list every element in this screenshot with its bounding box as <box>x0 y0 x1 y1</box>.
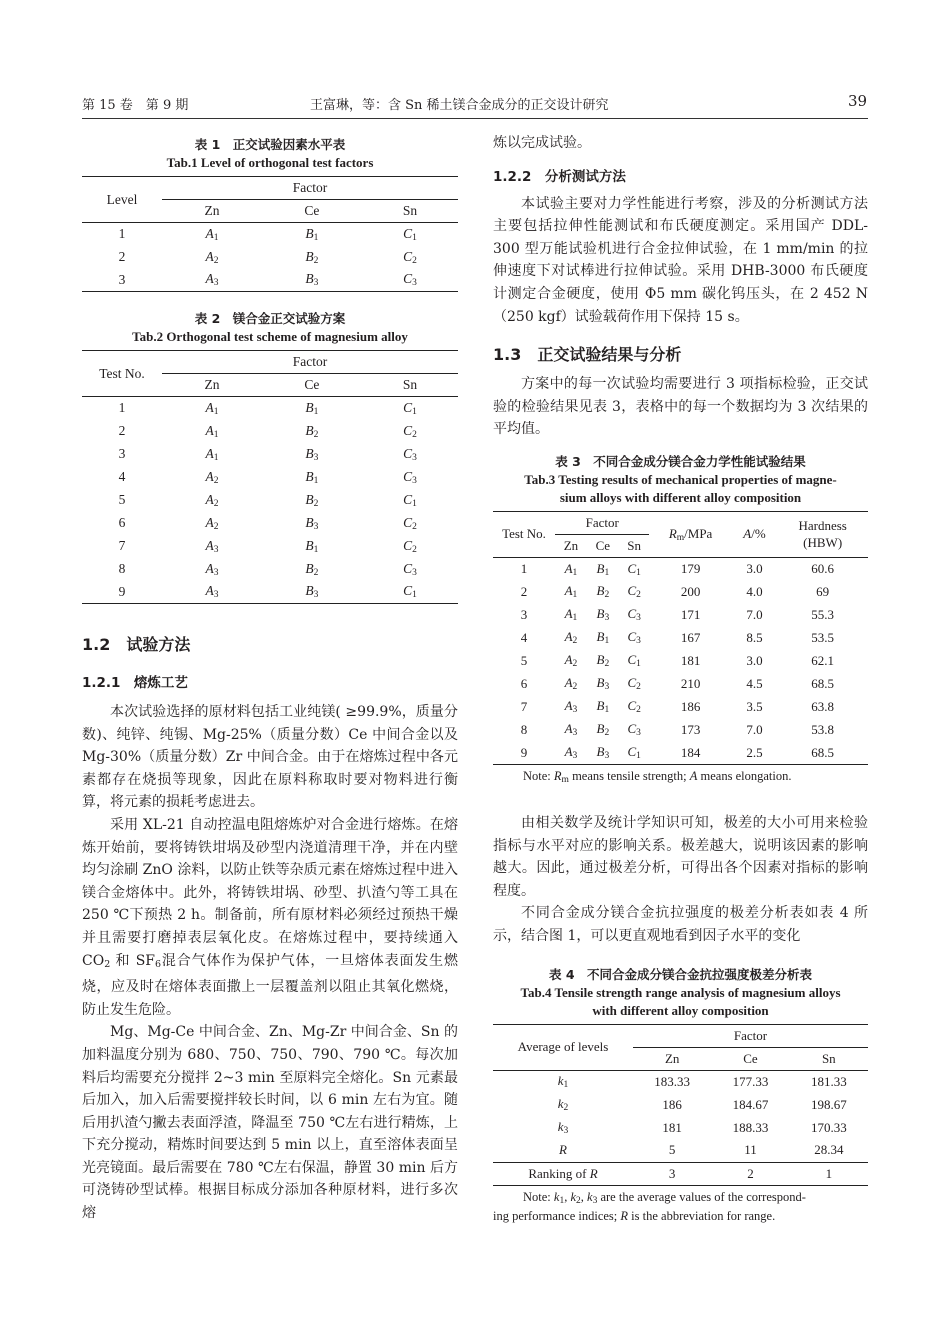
table2-col-ce: Ce <box>262 374 362 397</box>
table-row: 6 $A_2$ $B_3$ $C_2$ <box>118 514 417 532</box>
table-row: 7 $A_3$ $B_1$ $C_2$ <box>118 537 417 555</box>
cell: $A_3$ <box>162 269 262 292</box>
cell: 3 <box>82 269 162 292</box>
cell: $B_2$ <box>305 248 319 266</box>
table-row: 3 $A_1$ $B_3$ $C_3$ 171 7.0 55.3 <box>520 606 835 624</box>
table1 <box>82 176 458 292</box>
table2-col-sn: Sn <box>362 374 458 397</box>
table3-caption-en-line1: Tab.3 Testing results of mechanical properties of magne- <box>524 471 837 487</box>
table3-header-rm: $R_m$/MPa <box>649 511 731 557</box>
page-number: 39 <box>848 92 868 110</box>
table4-caption-en-line1: Tab.4 Tensile strength range analysis of magnesium alloys <box>520 984 841 1000</box>
cell: $C_2$ <box>403 248 417 266</box>
table3-caption-en-line2: sium alloys with different alloy composition <box>559 489 802 505</box>
table-row: 4 $A_2$ $B_1$ $C_3$ 167 8.5 53.5 <box>520 629 835 647</box>
table-row: 7 $A_3$ $B_1$ $C_2$ 186 3.5 63.8 <box>520 698 835 716</box>
cell: 2 <box>118 249 126 264</box>
table-row: 8 $A_3$ $B_2$ $C_3$ 173 7.0 53.8 <box>520 721 835 739</box>
table4-caption-cn: 表 4 不同合金成分镁合金抗拉强度极差分析表 <box>548 966 813 982</box>
table3-header-elongation: A/% <box>732 511 778 557</box>
table3-col-sn: Sn <box>619 534 650 557</box>
table-row: 9 $A_3$ $B_3$ $C_1$ 184 2.5 68.5 <box>493 741 868 764</box>
table-row <box>82 246 458 269</box>
table1-col-zn: Zn <box>162 200 262 223</box>
paragraph-feeding-temperatures: Mg、Mg-Ce 中间合金、Zn、Mg-Zr 中间合金、Sn 的加料温度分别为 680、750、750、790、790 ℃。每次加料后均需要充分搅拌 2~3 min 至原料完全熔化。Sn 元素最后加入，加入后需要搅拌较长时间，以 6 min 左右为宜。随后用扒渣勺撇去表面浮渣，降温至 750 ℃左右进行精炼，上下充分搅动，精炼时间要达到 5 min 以上，直至溶体表面呈光亮镜面。最后需要在 780 ℃左右保温，静置 30 min 后方可浇铸砂型试棒。根据目标成分添加各种原材料，进行多次熔 <box>82 1024 458 1222</box>
table-row: 5 $A_2$ $B_2$ $C_1$ 181 3.0 62.1 <box>520 652 835 670</box>
table2-caption-cn: 表 2 镁合金正交试验方案 <box>194 311 346 326</box>
table2 <box>82 350 458 604</box>
section-heading-1-3: 1.3 正交试验结果与分析 <box>493 345 682 365</box>
paragraph-test-results-intro: 方案中的每一次试验均需要进行 3 项指标检验，正交试验的检验结果见表 3，表格中的每一个数据均为 3 次结果的平均值。 <box>493 376 868 438</box>
table-row: 5 $A_2$ $B_2$ $C_1$ <box>118 491 417 509</box>
running-header-left: 第 15 卷 第 9 期 <box>82 98 189 113</box>
table2-header-factor: Factor <box>162 351 458 374</box>
table4-header-factor: Factor <box>633 1024 868 1047</box>
table4-header-avg: Average of levels <box>493 1024 633 1070</box>
paragraph-range-analysis: 由相关数学及统计学知识可知，极差的大小可用来检验指标与水平对应的影响关系。极差越大，说明该因素的影响越大。因此，通过极差分析，可得出各个因素对指标的影响程度。 <box>493 814 868 899</box>
table2-header-test: Test No. <box>82 351 162 397</box>
table3-header-test: Test No. <box>493 511 555 557</box>
header-rule <box>82 118 868 119</box>
cell: $A_2$ <box>205 248 219 266</box>
table-row: $k_1$ 183.33 177.33 181.33 <box>557 1073 847 1091</box>
table-row: 6 $A_2$ $B_3$ $C_2$ 210 4.5 68.5 <box>520 675 835 693</box>
cell: $C_3$ <box>362 269 458 292</box>
running-header-title: 王富琳，等：含 Sn 稀土镁合金成分的正交设计研究 <box>310 98 609 113</box>
table-row: Ranking of R 3 2 1 <box>493 1162 868 1185</box>
table3-header-factor: Factor <box>555 511 649 534</box>
paragraph-continuation: 炼以完成试验。 <box>493 135 591 151</box>
cell: $B_1$ <box>305 225 319 243</box>
table-row: $k_2$ 186 184.67 198.67 <box>557 1096 847 1113</box>
table4-col-sn: Sn <box>790 1047 868 1070</box>
paragraph-testing-methods: 本试验主要对力学性能进行考察，涉及的分析测试方法主要包括拉伸性能测试和布氏硬度测定。采用国产 DDL-300 型万能试验机进行合金拉伸试验，在 1 mm/min 的拉伸速度下对试棒进行拉伸试验。采用 DHB-3000 布氏硬度计测定合金硬度，使用 Φ5 mm 碳化钨压头，在 2 452 N（250 kgf）试验载荷作用下保持 15 s。 <box>493 195 868 325</box>
table-row: 4 $A_2$ $B_1$ $C_3$ <box>118 468 417 486</box>
table1-col-ce: Ce <box>262 200 362 223</box>
table4 <box>493 1024 868 1186</box>
table-row: 2 $A_1$ $B_2$ $C_2$ <box>118 422 417 440</box>
table1-header-factor: Factor <box>162 177 458 200</box>
table-row <box>82 269 458 292</box>
table-row: 1 $A_1$ $B_1$ $C_1$ 179 3.0 60.6 <box>520 560 835 578</box>
section-heading-1-2: 1.2 试验方法 <box>82 635 191 654</box>
table3-col-ce: Ce <box>587 534 619 557</box>
table4-caption-en-line2: with different alloy composition <box>592 1002 769 1018</box>
table-row <box>82 223 458 246</box>
table3-caption-cn: 表 3 不同合金成分镁合金力学性能试验结果 <box>555 453 806 469</box>
left-column <box>82 132 458 1225</box>
table-row: 9 $A_3$ $B_3$ $C_1$ <box>82 581 458 604</box>
paragraph-raw-materials: 本次试验选择的原材料包括工业纯镁( ≥99.9%，质量分数)、纯锌、纯锡、Mg-25%（质量分数）Ce 中间合金以及 Mg-30%（质量分数）Zr 中间合金。由于在熔炼过程中各元素都存在烧损等现象，因此在原料称取时要对物料进行衡算，将元素的损耗考虑进去。 <box>82 704 458 811</box>
table1-header-level: Level <box>82 177 162 223</box>
table-row: 2 $A_1$ $B_2$ $C_2$ 200 4.0 69 <box>520 583 830 601</box>
subsection-heading-1-2-1: 1.2.1 熔炼工艺 <box>82 675 188 691</box>
cell: 1 <box>118 226 126 242</box>
table3-note: Note: $R_m$ means tensile strength; A means elongation. <box>523 768 792 785</box>
right-column <box>493 132 868 1224</box>
table4-note: Note: $k_1$, $k_2$, $k_3$ are the average values of the correspond- <box>523 1189 806 1206</box>
cell: $B_3$ <box>262 269 362 292</box>
table1-caption-en: Tab.1 Level of orthogonal test factors <box>166 155 374 170</box>
cell: $C_1$ <box>403 225 417 243</box>
table3 <box>493 511 868 765</box>
table-row: R 5 11 28.34 <box>493 1139 868 1162</box>
table2-col-zn: Zn <box>162 374 262 397</box>
table2-caption-en: Tab.2 Orthogonal test scheme of magnesium alloy <box>132 329 408 344</box>
paragraph-table4-intro: 不同合金成分镁合金抗拉强度的极差分析表如表 4 所示，结合图 1，可以更直观地看到因子水平的变化 <box>493 905 868 944</box>
table4-col-ce: Ce <box>711 1047 789 1070</box>
paragraph-smelting: 采用 XL-21 自动控温电阻熔炼炉对合金进行熔炼。在熔炼开始前，要将铸铁坩埚及砂型内浇道清理干净，并在内壁均匀涂刷 ZnO 涂料，以防止铁等杂质元素在熔炼过程中进入镁合金熔体中。此外，将铸铁坩埚、砂型、扒渣勺等工具在 250 ℃下预热 2 h。制备前，所有原材料必须经过预热干燥并且需要打磨掉表层氧化皮。在熔炼过程中，要持续通入 $CO_2$ 和 $SF_6$混合气体作为保护气体，一旦熔体表面发生燃烧，应及时在熔体表面撒上一层覆盖剂以阻止其氧化燃烧，防止发生危险。 <box>82 816 458 1018</box>
table1-col-sn: Sn <box>362 200 458 223</box>
table3-header-hardness: Hardness (HBW) <box>777 511 868 557</box>
table4-note-line2: ing performance indices; R is the abbreviation for range. <box>493 1208 776 1223</box>
cell: $A_1$ <box>205 225 219 243</box>
table-row: 8 $A_3$ $B_2$ $C_3$ <box>118 560 417 578</box>
table-row: 3 $A_1$ $B_3$ $C_3$ <box>118 445 417 463</box>
subsection-heading-1-2-2: 1.2.2 分析测试方法 <box>493 168 626 185</box>
table1-caption-cn: 表 1 正交试验因素水平表 <box>194 137 346 152</box>
table4-col-zn: Zn <box>633 1047 711 1070</box>
table-row: $k_3$ 181 188.33 170.33 <box>557 1119 847 1136</box>
table-row: 1 $A_1$ $B_1$ $C_1$ <box>118 399 417 417</box>
table3-col-zn: Zn <box>555 534 587 557</box>
